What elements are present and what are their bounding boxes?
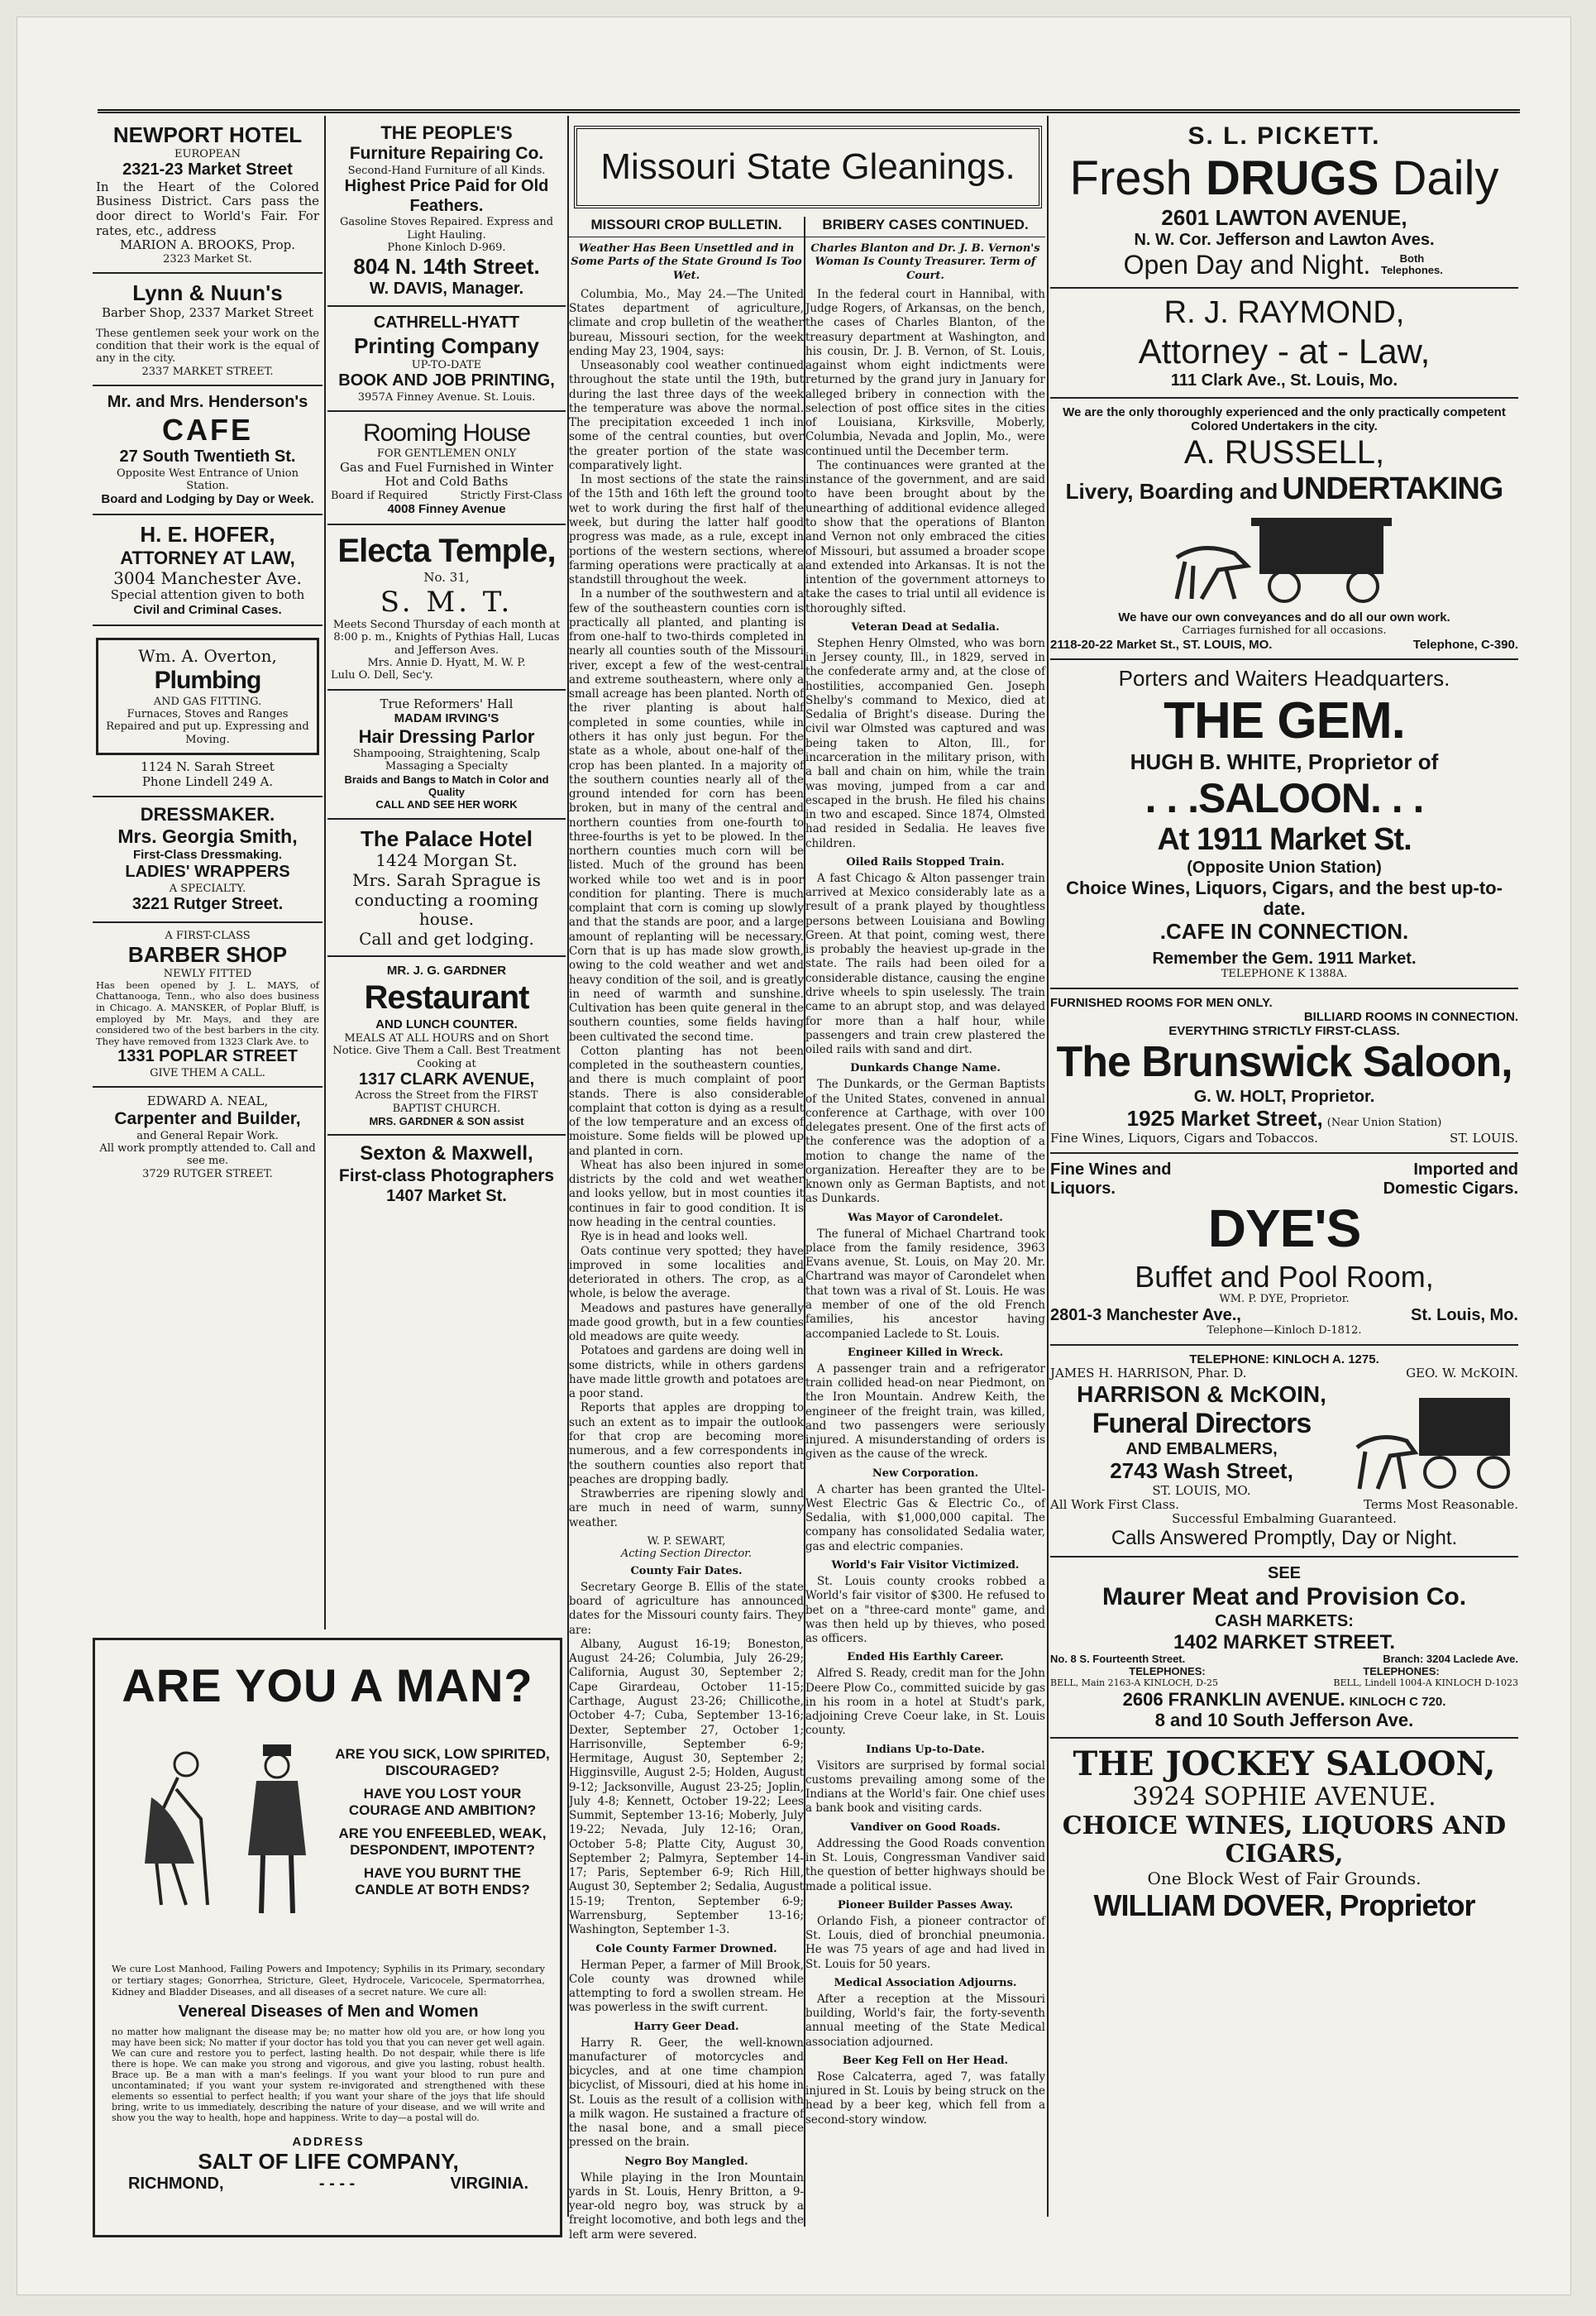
hearse-illustration: [1168, 508, 1400, 607]
ad-phone: TELEPHONE K 1388A.: [1221, 967, 1348, 980]
paragraph: Albany, August 16-19; Boneston, August 24-26; Columbia, July 26-29; California, August 30, September 2; Cape Girardeau, October 11-15; Carthage, August 23-26; Chillicothe, October 4-7; Cuba, September 13-16; Dexter, September 27, October 1; Harrisonville, September 6-9; Hermitage, August 30, September 2; Higginsville, August 2-5; Holden, August 9-12; Jacksonville, August 23-25; Joplin, July 4-8; Kennett, October 19-22; Lees Summit, September 13-16; Moberly, July 19-22; Nevada, July 12-16; Oran, October 5-8; Platte City, August 30, September 2; Palmyra, September 14-17; Paris, September 6-9; Rich Hill, August 30, September 2; Sedalia, August 15-19; Trenton, September 6-9; Warrensburg, September 13-16; Washington, September 1-3.: [569, 1637, 804, 1937]
ad-title: Printing Company: [354, 333, 539, 359]
ad-sub: FOR GENTLEMEN ONLY: [376, 447, 517, 461]
article-headline: County Fair Dates.: [630, 1564, 743, 1577]
ad-foot: Call and get lodging.: [359, 928, 534, 949]
ad-word: Daily: [1392, 151, 1499, 205]
ad-address: 3924 SOPHIE AVENUE.: [1132, 1782, 1436, 1812]
ad-manager: W. DAVIS, Manager.: [369, 279, 524, 298]
article-headline: Cole County Farmer Drowned.: [595, 1942, 777, 1955]
gleanings-header: [574, 126, 1042, 208]
ad-sub: Braids and Bangs to Match in Color and Quality: [344, 773, 549, 799]
ad-sub: AND LUNCH COUNTER.: [375, 1017, 518, 1032]
ad-sub: Gasoline Stoves Repaired. Express and Light Hauling.: [339, 216, 554, 242]
question: HAVE YOU BURNT THE CANDLE AT BOTH ENDS?: [355, 1865, 530, 1897]
ad-title: NEWPORT HOTEL: [112, 122, 303, 147]
ad-address: 2743 Wash Street,: [1110, 1457, 1293, 1483]
ad-address: 3729 RUTGER STREET.: [142, 1167, 273, 1180]
column-1: [93, 116, 323, 1605]
ad-left: Fine Wines and Liquors.: [1050, 1160, 1172, 1199]
ad-first: All Work First Class.: [1050, 1497, 1179, 1513]
ad-title: Furniture Repairing Co.: [349, 143, 544, 163]
paragraph: In most sections of the state the rains of the 15th and 16th left the ground too wet to work during the first half of the week, but during the latter half good progress was made, as a rule, except in portions of the western sections, where farming operations were practically at a standstill throughout the week.: [569, 473, 804, 587]
ad-no: No. 31,: [423, 570, 470, 586]
ad-pre: We are the only thoroughly experienced and the only practically competent Colored Undertakers in the city.: [1063, 404, 1506, 434]
ad-word: Fresh: [1069, 151, 1192, 205]
article-headline: Pioneer Builder Passes Away.: [837, 1898, 1014, 1912]
ad-line: LADIES' WRAPPERS: [125, 863, 290, 882]
ad-text: [112, 1963, 545, 2194]
paragraph: Potatoes and gardens are doing well in some districts, while in others gardens have made little growth and potatoes are a poor stand.: [569, 1344, 804, 1401]
ad-title: CAFE: [162, 412, 253, 447]
ad-city: St. Louis, Mo.: [1411, 1306, 1518, 1325]
ad-body: Furnaces, Stoves and Ranges Repaired and put up. Expressing and Moving.: [106, 707, 309, 746]
ad-title: Hair Dressing Parlor: [358, 726, 535, 748]
signature-title: Acting Section Director.: [620, 1547, 753, 1560]
ad-spec: A SPECIALTY.: [169, 882, 246, 895]
paragraph: Oats continue very spotted; they have improved in some localities and deteriorated in others. The crop, as a whole, is below the average.: [569, 1244, 804, 1301]
ad-sub: We have our own conveyances and do all our own work.: [1118, 610, 1450, 625]
article-deck: Weather Has Been Unsettled and in Some Parts of the State Ground Is Too Wet.: [571, 242, 802, 282]
paragraph: A charter has been granted the Ultel-West Electric Gas & Electric Co., of Sedalia, with $1,000,000 capital. The company has consolidated Sedalia water, gas and electric companies.: [805, 1482, 1045, 1553]
ad-address: 4008 Finney Avenue: [387, 502, 506, 517]
questions: [335, 1739, 550, 1905]
ad-title: Carpenter and Builder,: [114, 1108, 301, 1128]
henderson-cafe-ad: [93, 386, 323, 515]
article-headline: Dunkards Change Name.: [850, 1062, 1001, 1075]
article-headline: World's Fair Visitor Victimized.: [831, 1559, 1020, 1572]
ad-cash: CASH MARKETS:: [1215, 1611, 1354, 1630]
ad-sub: First-class Photographers: [338, 1165, 555, 1185]
paragraph: The continuances were granted at the instance of the government, and are said to have been brought about by the unearthing of additional evidence alleged to show that the operations of Blanton and Vernon not only embraced the cities of Missouri, but assumed a broader scope and extended into Arkansas. It is not the intention of the government attorneys to take the cases to trial until all evidence is thoroughly sifted.: [805, 458, 1045, 615]
newport-hotel-ad: [93, 116, 323, 274]
dyes-buffet-ad: [1050, 1154, 1518, 1346]
overton-plumbing-ad: [93, 626, 323, 798]
ad-title: H. E. HOFER,: [140, 522, 275, 548]
ad-name: EDWARD A. NEAL,: [146, 1093, 269, 1109]
column-3: [569, 217, 804, 2242]
ad-tel-label: TELEPHONES:: [1129, 1665, 1206, 1678]
ad-address: 1124 N. Sarah Street: [141, 758, 275, 774]
standing-man-illustration: [232, 1739, 323, 1921]
paragraph: Strawberries are ripening slowly and are much in need of warm, sunny weather.: [569, 1487, 804, 1529]
ad-address: 111 Clark Ave., St. Louis, Mo.: [1170, 371, 1398, 390]
ad-body: Has been opened by J. L. MAYS, of Chattanooga, Tenn., who also does business in Chicago. A. MANSKER, of Poplar Bluff, is employed by Mr. Mays, and they are considered two of the best barbers in the city. They have removed from 1323 Clark Ave. to: [96, 979, 319, 1047]
ad-title: THE JOCKEY SALOON,: [1073, 1744, 1496, 1784]
ad-title: Sexton & Maxwell,: [360, 1142, 533, 1165]
ad-title: HARRISON & McKOIN,: [1077, 1381, 1326, 1407]
ad-address: 1925 Market Street,: [1126, 1106, 1323, 1132]
paragraph: Secretary George B. Ellis of the state board of agriculture has announced dates for the Missouri county fairs. They are:: [569, 1580, 804, 1637]
paragraph: A fast Chicago & Alton passenger train arrived at Mexico considerably late as a result of a prank played by thoughtless persons between Louisiana and Bowling Green. At that point, coming west, there is probably the heaviest up-grade in the state. The rails had been oiled for a considerable distance, causing the engine drive wheels to spin uselessly. The train came to an abrupt stop, and was delayed for more than a half hour, while passengers and train crew plastered the oiled rails with sand and dirt.: [805, 871, 1045, 1057]
article-headline: Vandiver on Good Roads.: [850, 1821, 1001, 1834]
ad-sub: ATTORNEY AT LAW,: [120, 547, 295, 568]
ad-address: 2337 MARKET STREET.: [141, 365, 274, 378]
paragraph: A passenger train and a refrigerator train collided head-on near Piedmont, on the Iron Mountain. Andrew Keith, the engineer of the freight train, was killed, and two passengers were seriously injured. A misunderstanding of orders is given as the cause of the wreck.: [805, 1361, 1045, 1462]
ad-pre: THE PEOPLE'S: [380, 122, 513, 143]
ad-body: We cure Lost Manhood, Failing Powers and Impotency; Syphilis in its Primary, secondary or tertiary stages; Gonorrhea, Stricture, Gleet, Hydrocele, Varicocele, Spermatorrhea, Kidney and Bladder Diseases, and all diseases of a secret nature. We cure all:: [112, 1963, 545, 1998]
paragraph: After a reception at the Missouri building, World's fair, the forty-seventh annual meeting of the State Medical association adjourned.: [805, 1992, 1045, 2049]
ad-prop: G. W. HOLT, Proprietor.: [1193, 1088, 1375, 1107]
ad-pre: CATHRELL-HYATT: [373, 313, 520, 333]
ad-title: DYE'S: [1207, 1199, 1361, 1259]
ad-title: BARBER SHOP: [127, 941, 288, 967]
ad-phone: Phone Lindell 249 A.: [141, 773, 274, 789]
ad-open: Open Day and Night.: [1123, 250, 1371, 280]
ad-pre: EVERYTHING STRICTLY FIRST-CLASS.: [1168, 1024, 1400, 1039]
palace-hotel-ad: [327, 820, 566, 958]
ad-line: Barber Shop, 2337 Market Street: [101, 305, 314, 321]
section-title: Missouri State Gleanings.: [600, 146, 1015, 187]
ad-address2: 2323 Market St.: [163, 253, 252, 266]
article-headline: Veteran Dead at Sedalia.: [851, 620, 1000, 634]
ad-pre: A FIRST-CLASS: [165, 929, 251, 942]
ad-head: Venereal Diseases of Men and Women: [178, 2003, 479, 2021]
ad-body: Meets Second Thursday of each month at 8:00 p. m., Knights of Pythias Hall, Lucas and Jefferson Aves.: [332, 619, 561, 657]
ad-emb: AND EMBALMERS,: [1125, 1439, 1278, 1458]
ad-address: 1407 Market St.: [386, 1186, 507, 1205]
paragraph: In a number of the southwestern and a few of the southeastern counties corn is practically all planted, and planting is from one-half to two-thirds completed in nearly all counties south of the Missouri river, except a few of the west-central and extreme southeastern, where only a small acreage has been planted. North of the river planting is about half completed in some counties, while in others it has only just begun. For the state as a whole, about one-half of the crop has been planted. In a majority of the southern counties nearly all of the ground intended for corn has been broken, but in many of the central and northern counties from one-fourth to three-fourths is yet to be plowed. In the northern counties much corn will be listed. Much of the ground has been worked while too wet and is in poor condition for planting. There is much complaint that corn is coming up slowly and that the stands are poor, and a large amount of replanting will be necessary. Corn that is up has made slow growth, owing to the cold weather and wet and heavy condition of the soil, and is greatly in need of warmth and sunshine. Cultivation has been quite general in the southern counties, some fields having been cultivated the second time.: [569, 587, 804, 1044]
ad-phones: Both Telephones.: [1380, 251, 1443, 277]
ad-emb2: Successful Embalming Guaranteed.: [1172, 1511, 1397, 1527]
paragraph: Unseasonably cool weather continued throughout the state until the 19th, but during the last three days of the week the temperature was above the normal. The precipitation exceeded 1 inch in some of the central counties, but over the greater portion of the state was comparatively light.: [569, 359, 804, 472]
ad-head: DRESSMAKER.: [140, 804, 275, 825]
ad-name: R. J. RAYMOND,: [1164, 294, 1405, 330]
paragraph: Cotton planting has not been completed in the southeastern counties, and there is much complaint of poor stands. There is also considerable complaint that cotton is dying as a result of the low temperature and an excess of moisture. Some fields will be plowed up and planted in corn.: [569, 1044, 804, 1158]
maurer-meat-ad: [1050, 1558, 1518, 1739]
ad-phone: Telephone, C-390.: [1412, 637, 1518, 652]
article-headline: Was Mayor of Carondelet.: [848, 1211, 1003, 1224]
article-headline: Ended His Earthly Career.: [847, 1651, 1004, 1664]
paragraph: Visitors are surprised by formal social customs prevailing among some of the Indians at the World's fair. One chief uses a bank book and visiting cards.: [805, 1759, 1045, 1816]
ad-line: Board and Lodging by Day or Week.: [101, 492, 314, 507]
ad-pre: True Reformers' Hall: [380, 696, 514, 711]
paragraph: Rose Calcaterra, aged 7, was fatally injured in St. Louis by being struck on the head by a beer keg, which fell from a second-story window.: [805, 2070, 1045, 2127]
pickett-drugs-ad: [1050, 116, 1518, 289]
ad-label: ADDRESS: [292, 2135, 365, 2149]
column-5: [1050, 116, 1518, 2233]
plumbing-box: [96, 638, 319, 755]
paragraph: Reports that apples are dropping to such an extent as to impair the outlook for that crop are becoming more numerous, and a few correspondents in the southern counties also report that peaches are dropping badly.: [569, 1401, 804, 1486]
ad-state: VIRGINIA.: [450, 2175, 528, 2193]
paragraph: Columbia, Mo., May 24.—The United States department of agriculture, climate and crop bulletin of the weather bureau, Missouri section, for the week ending May 23, 1904, says:: [569, 287, 804, 358]
ad-address: 1331 POPLAR STREET: [117, 1047, 298, 1066]
ad-address: 1402 MARKET STREET.: [1173, 1630, 1396, 1653]
ad-prop: HUGH B. WHITE, Proprietor of: [1130, 749, 1439, 775]
column-rule: [324, 116, 326, 1629]
ad-body: no matter how malignant the disease may be; no matter how old you are, or how long you may have been sick; No matter if your doctor has told you that you can never get well again. We can cure and restore you to perfect, lasting health. Do not despair, while there is life there is hope. We can make you strong and vigorous, and give you lasting, robust health. Brace up. Be a man with a man's feelings. If you want your blood to run pure and uncontaminated; if you want your system re-invigorated and strengthened with these elements so essential to perfect health; if you want your share of the joys that life should bring, write to us immediately, describing the nature of your disease, and we will write and show you the way to health, hope and happiness. Write to day—a postal will do.: [112, 2026, 545, 2123]
article-headline: Beer Keg Fell on Her Head.: [842, 2054, 1009, 2067]
ad-sub: Shampooing, Straightening, Scalp Massaging a Specialty: [352, 748, 541, 773]
ad-foot: GIVE THEM A CALL.: [150, 1066, 265, 1079]
ad-company: SALT OF LIFE COMPANY,: [198, 2149, 459, 2174]
ad-body: Mrs. Sarah Sprague is conducting a rooming house.: [352, 869, 541, 930]
article-headline: Negro Boy Mangled.: [624, 2155, 748, 2168]
ad-title: Restaurant: [364, 979, 529, 1017]
barber-shop-ad: [93, 923, 323, 1089]
sexton-maxwell-ad: [327, 1136, 566, 1213]
ad-branch: No. 8 S. Fourteenth Street.: [1050, 1653, 1186, 1666]
ad-name: S. L. PICKETT.: [1187, 122, 1381, 150]
paragraph: In the federal court in Hannibal, with Judge Rogers, of Arkansas, on the bench, the cases of Charles Blanton, of the treasury department at Washington, and his cousin, Dr. J. B. Vernon, of St. Louis, against whom eight indictments were returned by the grand jury in January for alleged bribery in connection with the selection of post office sites in the cities of Louisiana, Kirksville, Moberly, Columbia, Nevada and Joplin, Mo., were continued until the December term.: [805, 287, 1045, 458]
article-deck: Charles Blanton and Dr. J. B. Vernon's Woman Is County Treasurer. Term of Court.: [810, 242, 1040, 282]
ad-phone: Telephone—Kinloch D-1812.: [1207, 1324, 1362, 1337]
ad-address: 804 N. 14th Street.: [353, 254, 540, 280]
article-headline: New Corporation.: [872, 1467, 979, 1480]
ad-address: 2606 FRANKLIN AVENUE.: [1122, 1688, 1345, 1710]
paragraph: Harry R. Geer, the well-known manufacturer of motorcycles and bicycles, and at one time champion bicyclist, of Missouri, died at his home in St. Louis as the result of a collision with a milk wagon. He sustained a fracture of the nasal bone, and a small piece pressed on the brain.: [569, 2036, 804, 2150]
ad-pre: MR. J. G. GARDNER: [386, 964, 507, 979]
ad-corner: N. W. Cor. Jefferson and Lawton Aves.: [1134, 231, 1435, 250]
paragraph: Wheat has also been injured in some districts by the cold and wet weather and looks yellow, but in most counties it continues in fair to good condition. It is now heading in the central counties.: [569, 1158, 804, 1230]
brunswick-saloon-ad: [1050, 989, 1518, 1155]
column-4: [805, 217, 1045, 2227]
ad-sub: Across the Street from the FIRST BAPTIST CHURCH.: [355, 1089, 538, 1115]
ad-body: Gas and Fuel Furnished in Winter Hot and Cold Baths: [339, 459, 554, 490]
ad-saloon: . . .SALOON. . .: [1144, 774, 1424, 821]
ad-sub: First-Class Dressmaking.: [132, 848, 283, 863]
dressmaker-ad: [93, 797, 323, 922]
ad-terms: Terms Most Reasonable.: [1364, 1497, 1518, 1513]
ad-address: 1317 CLARK AVENUE,: [358, 1069, 535, 1089]
neal-carpenter-ad: [93, 1088, 323, 1187]
ad-city: ST. LOUIS.: [1450, 1131, 1518, 1146]
printing-ad: [327, 307, 566, 412]
ad-city-row: [112, 2175, 545, 2194]
ad-prop: WILLIAM DOVER, Proprietor: [1093, 1888, 1475, 1922]
article-headline: BRIBERY CASES CONTINUED.: [805, 217, 1045, 237]
ad-near: (Near Union Station): [1326, 1117, 1442, 1130]
harrison-mckoin-ad: [1050, 1346, 1518, 1558]
ad-cafe: .CAFE IN CONNECTION.: [1159, 918, 1409, 944]
ad-smt: S. M. T.: [380, 585, 514, 619]
ad-sub: Funeral Directors: [1092, 1407, 1312, 1439]
ad-address: 3221 Rutger Street.: [131, 894, 284, 913]
ad-opp: (Opposite Union Station): [1187, 859, 1382, 878]
irving-hair-ad: [327, 691, 566, 820]
ad-address: 3004 Manchester Ave.: [113, 567, 302, 588]
ad-right: Imported and Domestic Cigars.: [1383, 1160, 1518, 1199]
ad-wines: Fine Wines, Liquors, Cigars and Tobaccos.: [1050, 1131, 1318, 1146]
ad-name: A. RUSSELL,: [1183, 434, 1385, 471]
ad-city: RICHMOND,: [128, 2175, 224, 2193]
ad-line: UNDERTAKING: [1282, 471, 1503, 507]
ad-address: 3957A Finney Avenue. St. Louis.: [357, 390, 536, 404]
ad-rem: Remember the Gem. 1911 Market.: [1152, 949, 1417, 968]
ad-city: ST. LOUIS, MO.: [1152, 1482, 1251, 1498]
rooming-house-ad: [327, 412, 566, 525]
ad-body: Special attention given to both: [110, 587, 305, 603]
ad-wines: CHOICE WINES, LIQUORS AND CIGARS,: [1062, 1811, 1507, 1869]
column-2: [327, 116, 566, 1605]
hofer-ad: [93, 515, 323, 626]
ad-address: 2321-23 Market Street: [122, 160, 293, 179]
paragraph: Meadows and pastures have generally made good growth, but in a few counties old meadows are quite weedy.: [569, 1301, 804, 1344]
ad-body: In the Heart of the Colored Business District. Cars pass the door direct to World's Fair. For rates, etc., address: [96, 179, 319, 238]
ad-sub: Second-Hand Furniture of all Kinds.: [347, 164, 546, 177]
ad-pre: Porters and Waiters Headquarters.: [1118, 665, 1450, 691]
ad-line: BOOK AND JOB PRINTING,: [338, 371, 555, 390]
ad-calls: Calls Answered Promptly, Day or Night.: [1111, 1526, 1458, 1549]
ad-left: Board if Required: [331, 490, 428, 503]
ad-phone: Phone Kinloch D-969.: [387, 241, 506, 254]
article-headline: Medical Association Adjourns.: [834, 1976, 1017, 1989]
signature: W. P. SEWART,: [647, 1534, 726, 1548]
ad-body: Civil and Criminal Cases.: [133, 602, 282, 617]
paragraph: Herman Peper, a farmer of Mill Brook, Cole county was drowned while attempting to ford a swollen stream. He was powerless in the swift current.: [569, 1958, 804, 2015]
paragraph: While playing in the Iron Mountain yards in St. Louis, Henry Britton, a 9-year-old negro boy, was struck by a freight locomotive, and both legs and the left arm were severed.: [569, 2170, 804, 2242]
gardner-restaurant-ad: [327, 957, 566, 1136]
article-headline: Oiled Rails Stopped Train.: [846, 855, 1005, 868]
are-you-a-man-ad: [93, 1638, 562, 2237]
ad-name: Wm. A. Overton,: [138, 645, 277, 666]
question: ARE YOU SICK, LOW SPIRITED, DISCOURAGED?: [335, 1746, 550, 1778]
ad-sub: Carriages furnished for all occasions.: [1182, 624, 1387, 637]
ad-right: GEO. W. McKOIN.: [1406, 1366, 1518, 1381]
paragraph: St. Louis county crooks robbed a World's fair visitor of $300. He refused to bet on a "three-card monte" game, and was then held up by thieves, who posed as officers.: [805, 1575, 1045, 1646]
ad-sub: AND GAS FITTING.: [153, 695, 262, 708]
ad-title: Rooming House: [362, 419, 531, 447]
question: ARE YOU ENFEEBLED, WEAK, DESPONDENT, IMPOTENT?: [338, 1826, 547, 1858]
article-body: [569, 288, 804, 1530]
ad-title: Electa Temple,: [337, 533, 556, 570]
ad-sub: Opposite West Entrance of Union Station.: [116, 467, 299, 493]
ad-dashes: - - - -: [318, 2175, 356, 2193]
paragraph: Alfred S. Ready, credit man for the John Deere Plow Co., committed suicide by gas in his room in a hotel at Studt's park, adjoining Creve Coeur lake, in St. Louis county.: [805, 1667, 1045, 1738]
paragraph: Addressing the Good Roads convention in St. Louis, Congressman Vandiver said the question of better highways should be made a political issue.: [805, 1836, 1045, 1893]
ad-sub: and General Repair Work.: [136, 1129, 279, 1142]
ad-title: The Brunswick Saloon,: [1056, 1038, 1512, 1087]
ad-address: 27 South Twentieth St.: [119, 447, 296, 467]
ad-sub: UP-TO-DATE: [411, 358, 482, 371]
ad-kin: KINLOCH C 720.: [1349, 1694, 1446, 1709]
ad-prop: MARION A. BROOKS, Prop.: [119, 237, 296, 253]
ad-body: These gentlemen seek your work on the condition that their work is the equal of any in the city.: [96, 327, 319, 366]
paragraph: Rye is in head and looks well.: [581, 1230, 748, 1244]
ad-sec: Lulu O. Dell, Sec'y.: [331, 669, 433, 682]
ad-phone: TELEPHONE: KINLOCH A. 1275.: [1189, 1352, 1379, 1367]
question: HAVE YOU LOST YOUR COURAGE AND AMBITION?: [348, 1786, 537, 1818]
article-headline: Indians Up-to-Date.: [866, 1743, 985, 1756]
gem-saloon-ad: [1050, 660, 1518, 989]
article-headline: Engineer Killed in Wreck.: [847, 1346, 1004, 1359]
ad-address: 2801-3 Manchester Ave.,: [1050, 1306, 1241, 1325]
paragraph: The funeral of Michael Chartrand took place from the family residence, 3963 Evans avenue, St. Louis, on May 20. Mr. Chartrand was mayor of Carondelet when that town was a rival of St. Louis. He was a member of one of the old French families, his ancestor having accompanied Laclede to St. Louis.: [805, 1227, 1045, 1341]
ad-line: Livery, Boarding and: [1065, 479, 1278, 505]
ad-see: SEE: [1267, 1564, 1302, 1583]
ad-body: All work promptly attended to. Call and see me.: [99, 1141, 316, 1168]
ad-name: MADAM IRVING'S: [394, 711, 499, 726]
ad-word: DRUGS: [1205, 151, 1379, 205]
ad-title: THE GEM.: [1164, 691, 1405, 749]
ad-tel-label: TELEPHONES:: [1363, 1665, 1440, 1678]
ad-tel: BELL, Lindell 1004-A KINLOCH D-1023: [1333, 1677, 1518, 1689]
stooped-man-illustration: [128, 1739, 219, 1921]
paragraph: Stephen Henry Olmsted, who was born in Jersey county, Ill., in 1829, served in the confederate army and, at the close of hostilities, accompanied Gen. Joseph Shelby's command to Mexico, died at Sedalia of Bright's disease. During the civil war Olmsted was captured and was being taken to Alton, Ill., for incarceration in the military prison, with a ball and chain on him, while the train was moving, jumped from a car and escaped in the brush. He filed his chains in two and escaped. Since 1874, Olmsted had resided in Sedalia. He leaves five children.: [805, 636, 1045, 850]
ad-address: 2601 LAWTON AVENUE,: [1161, 205, 1407, 231]
ad-address: 2118-20-22 Market St., ST. LOUIS, MO.: [1050, 637, 1273, 652]
ad-line: Mr. and Mrs. Henderson's: [107, 393, 308, 412]
jockey-saloon-ad: [1050, 1739, 1518, 1929]
ad-name: Mrs. Georgia Smith,: [117, 825, 298, 848]
raymond-attorney-ad: [1050, 289, 1518, 399]
ad-foot: MRS. GARDNER & SON assist: [369, 1115, 524, 1128]
paragraph: Orlando Fish, a pioneer contractor of St. Louis, died of bronchial pneumonia. He was 75 years of age and had lived in St. Louis for 50 years.: [805, 1914, 1045, 1971]
ad-pre: BILLIARD ROOMS IN CONNECTION.: [1303, 1009, 1518, 1024]
ad-address: 1424 Morgan St.: [375, 850, 518, 871]
ad-body: MEALS AT ALL HOURS and on Short Notice. Give Them a Call. Best Treatment Cooking at: [332, 1031, 561, 1070]
ad-wm: Mrs. Annie D. Hyatt, M. W. P.: [367, 657, 526, 670]
ad-sub: EUROPEAN: [174, 147, 241, 160]
lynn-nuun-ad: [93, 274, 323, 386]
ad-title: Attorney - at - Law,: [1138, 331, 1431, 371]
ad-title: Lynn & Nuun's: [132, 280, 283, 306]
ad-block: One Block West of Fair Grounds.: [1147, 1868, 1422, 1888]
ad-title: ARE YOU A MAN?: [122, 1659, 533, 1711]
furniture-repair-ad: [327, 116, 566, 307]
ad-line: Highest Price Paid for Old Feathers.: [344, 177, 549, 215]
top-rule: [98, 109, 1520, 113]
ad-right: Strictly First-Class: [460, 490, 562, 503]
ad-foot: CALL AND SEE HER WORK: [375, 798, 518, 811]
column-rule: [1047, 116, 1049, 2217]
ad-address: 8 and 10 South Jefferson Ave.: [1154, 1710, 1414, 1731]
ad-tel: BELL, Main 2163-A KINLOCH, D-25: [1050, 1677, 1219, 1689]
ad-left: JAMES H. HARRISON, Phar. D.: [1050, 1366, 1247, 1381]
article-headline: MISSOURI CROP BULLETIN.: [569, 217, 804, 237]
ad-title: Plumbing: [154, 667, 261, 695]
ad-branch: Branch: 3204 Laclede Ave.: [1383, 1653, 1518, 1666]
ad-title: The Palace Hotel: [360, 825, 533, 851]
ad-title: Maurer Meat and Provision Co.: [1101, 1583, 1467, 1611]
electa-temple-ad: [327, 525, 566, 691]
ad-row: [331, 490, 562, 502]
ad-sub: Buffet and Pool Room,: [1135, 1259, 1434, 1294]
ad-address: At 1911 Market St.: [1157, 822, 1412, 858]
carriage-illustration: [1353, 1381, 1518, 1497]
ad-pre: FURNISHED ROOMS FOR MEN ONLY.: [1050, 995, 1273, 1010]
ad-sub: NEWLY FITTED: [163, 967, 252, 980]
article-headline: Harry Geer Dead.: [633, 2020, 739, 2033]
ad-wines: Choice Wines, Liquors, Cigars, and the best up-to-date.: [1066, 878, 1503, 920]
paragraph: The Dunkards, or the German Baptists of the United States, convened in annual conference at Carthage, with over 100 delegates present. One of the first acts of the conference was the adoption of a motion to change the name of the organization. Hereafter they are to be known only as German Baptists, and not as Dunkards.: [805, 1078, 1045, 1206]
ad-prop: WM. P. DYE, Proprietor.: [1219, 1293, 1350, 1306]
russell-undertaking-ad: [1050, 399, 1518, 660]
